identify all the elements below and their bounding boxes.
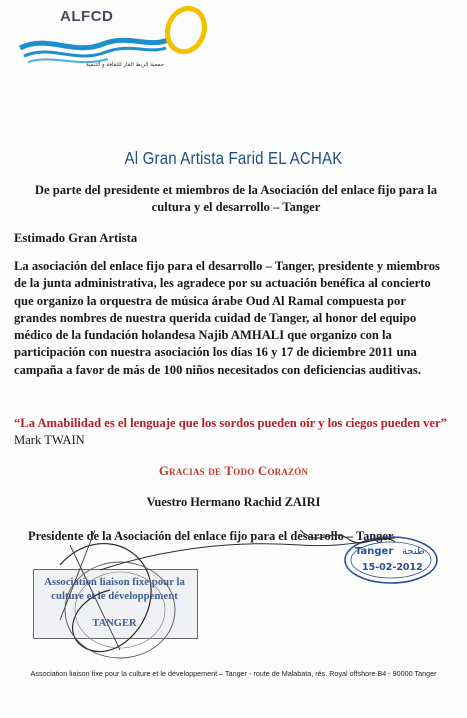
letter-body: La asociación del enlace fijo para el desarrollo – Tanger, presidente y miembros de la junta administrativa, les agradece por su actuación benéfica al concierto que organizo la orquestra de música árabe Oud Al Ramal compuesta por grandes nombres de nuestra querida cuidad de Tanger, al honor del equipo médico de la fundación holandesa Najib AMHALI que organizo con la participación con nuestra asociación los días 16 y 17 de diciembre 2011 una campaña a favor de más de 100 niños necesitados con deficiencias auditivas. bbox=[14, 259, 440, 377]
quote-author: Mark TWAIN bbox=[14, 433, 85, 447]
logo-arabic-subtitle: جمعية الربط القار للثقافة و التنمية bbox=[86, 62, 165, 68]
date-stamp bbox=[342, 534, 440, 586]
letter-title: Al Gran Artista Farid EL ACHAK bbox=[124, 148, 343, 168]
letter-footer: Association liaison fixe pour la culture et le développement – Tanger - route de Malabata, rés. Royal offshore B4 - 90000 Tanger bbox=[30, 669, 437, 678]
signer-role: Presidente de la Asociación del enlace fijo para el desarrollo – Tanger bbox=[28, 529, 394, 543]
signer-name: Vuestro Hermano Rachid ZAIRI bbox=[146, 495, 321, 509]
quote-text: “La Amabilidad es el lenguaje que los sordos pueden oír y los ciegos pueden ver” bbox=[14, 416, 447, 430]
date-stamp-date: 15-02-2012 bbox=[362, 562, 423, 573]
logo-wordmark: ALFCD bbox=[60, 8, 114, 25]
association-stamp-line2: culture et le développement bbox=[51, 590, 178, 602]
thanks-line: Gracias de Todo Corazón bbox=[158, 463, 309, 478]
date-stamp-city-arabic: طنجة bbox=[402, 546, 425, 557]
association-stamp-line1: Association liaison fixe pour la bbox=[44, 576, 185, 588]
letter-greeting: Estimado Gran Artista bbox=[14, 231, 138, 245]
quote-block bbox=[14, 415, 454, 449]
association-stamp-line3: TANGER bbox=[92, 618, 137, 629]
date-stamp-city: Tanger bbox=[355, 546, 394, 557]
letter-subtitle: De parte del presidente et miembros de la Asociación del enlace fijo para la cultura y el desarrollo – Tanger bbox=[34, 183, 438, 214]
